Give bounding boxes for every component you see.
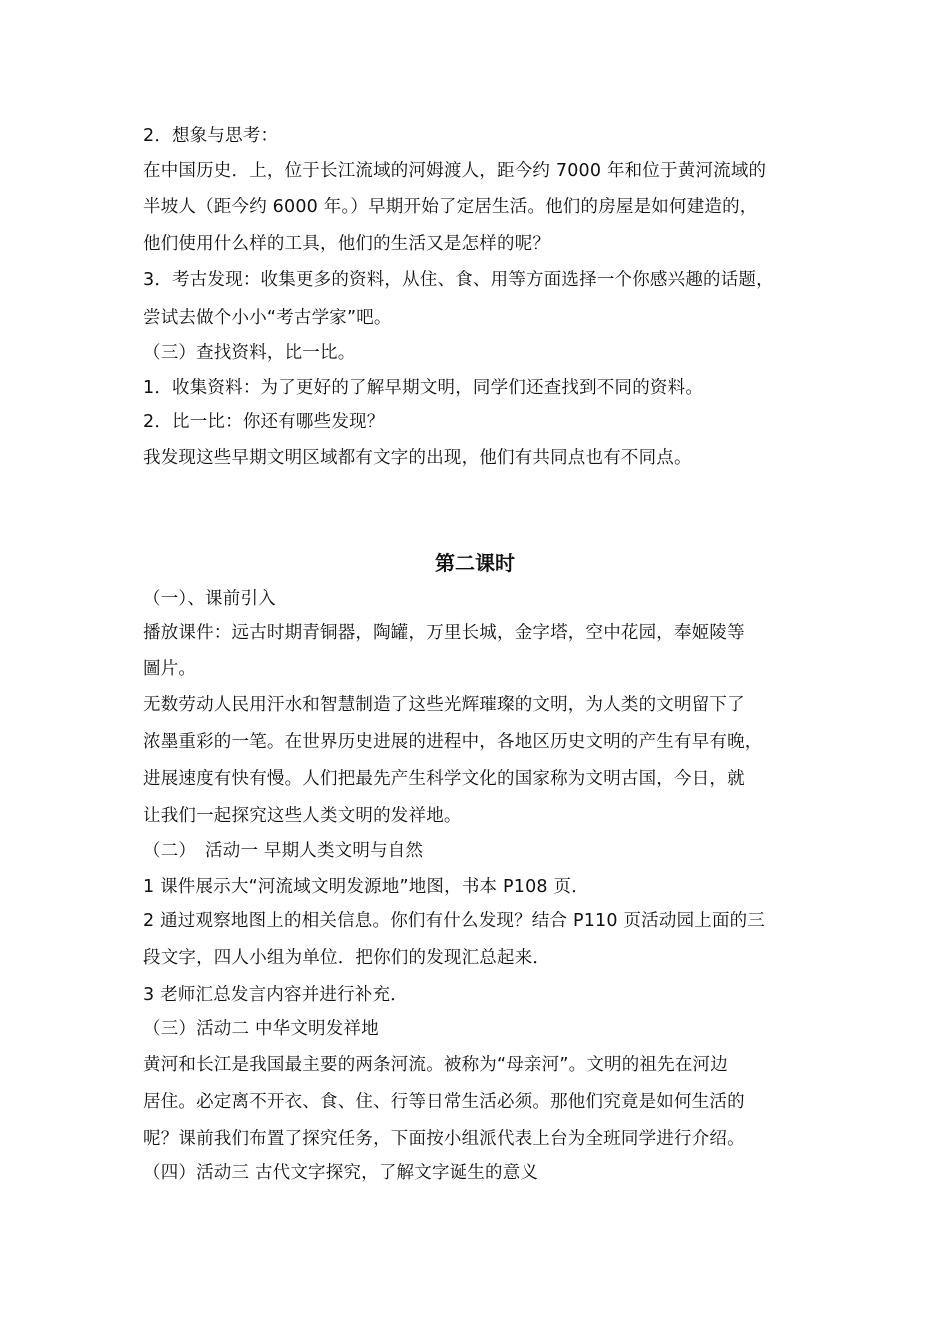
paragraph-line: 呢？课前我们布置了探究任务，下面按小组派代表上台为全班同学进行介绍。 [143,1129,745,1149]
paragraph-line: 无数劳动人民用汗水和智慧制造了这些光辉璀璨的文明，为人类的文明留下了 [143,695,745,715]
paragraph-line: （一）、课前引入 [143,589,276,609]
paragraph-line: 2 通过观察地图上的相关信息。你们有什么发现？结合 P110 页活动园上面的三 [143,911,766,931]
paragraph-line: 2．想象与思考： [143,126,279,146]
paragraph-line: 黄河和长江是我国最主要的两条河流。被称为“母亲河”。文明的祖先在河边 [143,1055,728,1075]
section-title: 第二课时 [435,551,515,575]
paragraph-line: 1 课件展示大“河流域文明发源地”地图，书本 P108 页． [143,877,589,897]
paragraph-line: 圖片。 [143,659,197,679]
paragraph-line: （四）活动三 古代文字探究，了解文字诞生的意义 [143,1163,539,1183]
paragraph-line: 1．收集资料：为了更好的了解早期文明，同学们还查找到不同的资料。 [143,378,704,398]
paragraph-line: 尝试去做个小小“考古学家”吧。 [143,308,392,328]
paragraph-line: 浓墨重彩的一笔。在世界历史进展的进程中，各地区历史文明的产生有早有晚， [143,732,763,752]
paragraph-line: 3 老师汇总发言内容并进行补充． [143,985,408,1005]
paragraph-line: 2．比一比：你还有哪些发现？ [143,412,385,432]
paragraph-line: 在中国历史．上，位于长江流域的河姆渡人，距今约 7000 年和位于黄河流域的 [143,161,767,181]
paragraph-line: 我发现这些早期文明区域都有文字的出现，他们有共同点也有不同点。 [143,448,692,468]
paragraph-line: 播放课件：远古时期青铜器，陶罐，万里长城，金字塔，空中花园，奉姬陵等 [143,623,745,643]
paragraph-line: （二） 活动一 早期人类文明与自然 [143,841,424,861]
paragraph-line: 3．考古发现：收集更多的资料，从住、食、用等方面选择一个你感兴趣的话题， [143,270,774,290]
paragraph-line: 让我们一起探究这些人类文明的发祥地。 [143,806,462,826]
paragraph-line: （三）活动二 中华文明发祥地 [143,1019,379,1039]
paragraph-line: 他们使用什么样的工具，他们的生活又是怎样的呢？ [143,234,551,254]
paragraph-line: （三）查找资料，比一比。 [143,343,356,363]
paragraph-line: 段文字，四人小组为单位．把你们的发现汇总起来． [143,948,551,968]
paragraph-line: 进展速度有快有慢。人们把最先产生科学文化的国家称为文明古国，今日，就 [143,769,745,789]
paragraph-line: 半坡人（距今约 6000 年。）早期开始了定居生活。他们的房屋是如何建造的， [143,197,758,217]
paragraph-line: 居住。必定离不开衣、食、住、行等日常生活必须。那他们究竟是如何生活的 [143,1092,745,1112]
